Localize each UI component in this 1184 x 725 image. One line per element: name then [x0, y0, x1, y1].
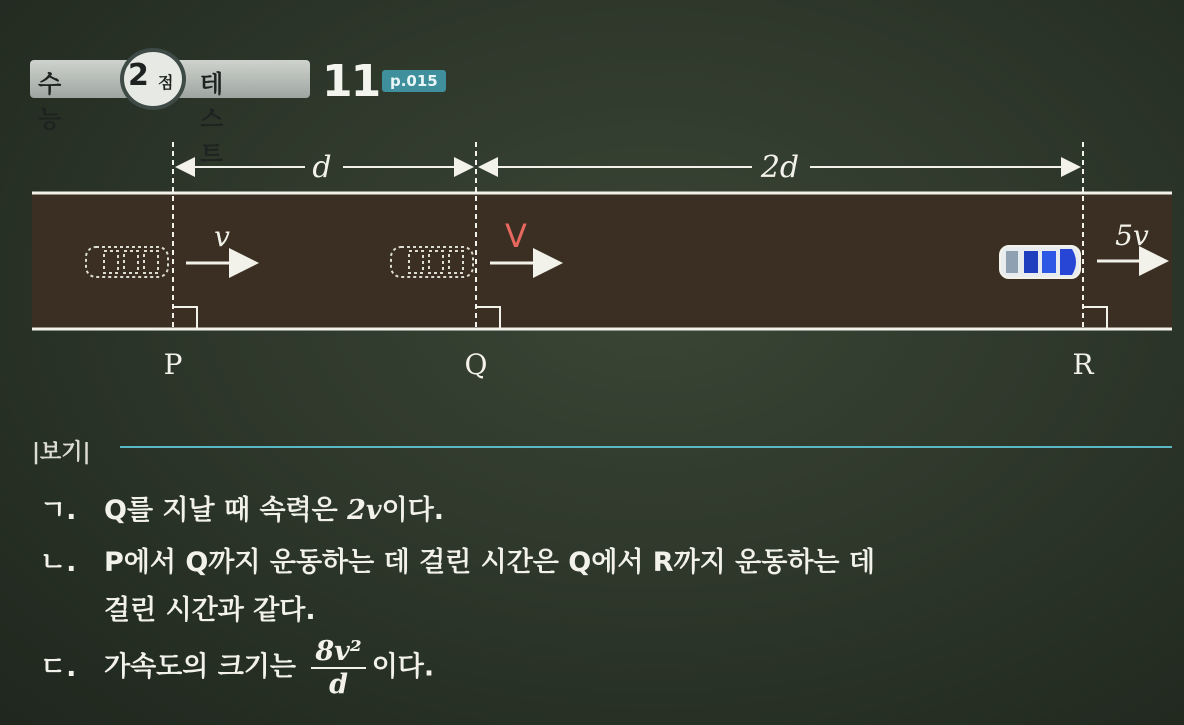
item-mark: ㄱ. — [40, 495, 77, 526]
problem-number: 11 — [322, 56, 380, 107]
fraction-denominator: d — [329, 669, 348, 700]
page-reference-badge: p.015 — [382, 70, 446, 92]
item-text: 가속도의 크기는 — [104, 651, 306, 683]
item-mark: ㄴ. — [40, 547, 77, 578]
speed-label-r: 5v — [1115, 219, 1149, 252]
item-text-end: 이다. — [381, 495, 445, 526]
item-mark: ㄷ. — [40, 651, 77, 683]
dim-d-label: d — [312, 150, 332, 185]
speed-label-q-handwritten: V — [505, 217, 527, 255]
item-text: Q를 지날 때 속력은 — [104, 495, 348, 526]
bogi-item-2 — [40, 540, 875, 579]
bogi-item-2-continued — [104, 588, 316, 627]
car-r — [1000, 246, 1080, 278]
bogi-item-1 — [40, 488, 444, 527]
point-label-q: Q — [464, 348, 488, 381]
point-label-r: R — [1072, 348, 1094, 381]
point-label-p: P — [163, 348, 183, 381]
item-text: P에서 Q까지 운동하는 데 걸린 시간은 Q에서 R까지 운동하는 데 — [104, 547, 875, 578]
item-text-cont: 걸린 시간과 같다. — [104, 595, 316, 626]
speed-label-p: v — [214, 220, 230, 253]
item-math: 2v — [347, 495, 382, 526]
dim-2d-label: 2d — [760, 150, 800, 185]
bogi-item-3 — [40, 636, 434, 700]
test-label: 테스트 — [200, 70, 225, 168]
points-unit: 점 — [158, 73, 174, 92]
item-text-end: 이다. — [371, 651, 435, 683]
fraction-numerator: 8v² — [311, 636, 365, 669]
bogi-title: |보기| — [32, 440, 91, 465]
bogi-divider — [120, 446, 1172, 448]
points-number: 2 — [128, 58, 149, 93]
suneung-label: 수능 — [38, 70, 62, 133]
fraction — [311, 636, 365, 700]
